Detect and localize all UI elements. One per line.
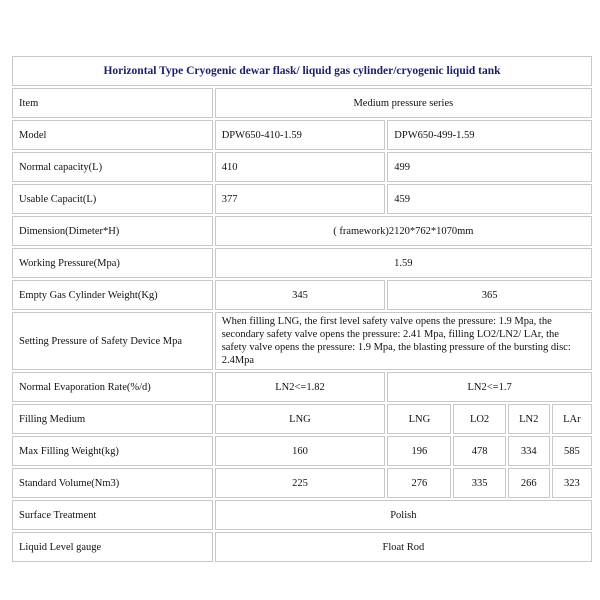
- cell-value: 323: [552, 468, 592, 498]
- row-label: Working Pressure(Mpa): [12, 248, 213, 278]
- cell-value: 345: [215, 280, 386, 310]
- table-row: [12, 184, 592, 214]
- row-label: Max Filling Weight(kg): [12, 436, 213, 466]
- table-row: [12, 532, 592, 562]
- cell-value: 334: [508, 436, 550, 466]
- cell-value: 478: [453, 436, 505, 466]
- table-row: [12, 216, 592, 246]
- cell-value: LNG: [215, 404, 386, 434]
- row-label: Standard Volume(Nm3): [12, 468, 213, 498]
- cell-value: LAr: [552, 404, 592, 434]
- row-label: Surface Treatment: [12, 500, 213, 530]
- row-label: Empty Gas Cylinder Weight(Kg): [12, 280, 213, 310]
- row-label: Dimension(Dimeter*H): [12, 216, 213, 246]
- cell-value: 377: [215, 184, 386, 214]
- table-title: Horizontal Type Cryogenic dewar flask/ liquid gas cylinder/cryogenic liquid tank: [12, 56, 592, 86]
- row-label: Model: [12, 120, 213, 150]
- cell-value: LN2: [508, 404, 550, 434]
- cell-value: DPW650-410-1.59: [215, 120, 386, 150]
- cell-value: 266: [508, 468, 550, 498]
- table-row: [12, 436, 592, 466]
- cell-value: 160: [215, 436, 386, 466]
- table-row: [12, 248, 592, 278]
- cell-value: LN2<=1.7: [387, 372, 592, 402]
- cell-value: Float Rod: [215, 532, 592, 562]
- cell-value: 1.59: [215, 248, 592, 278]
- cell-value: 459: [387, 184, 592, 214]
- row-label: Normal Evaporation Rate(%/d): [12, 372, 213, 402]
- cell-value: ( framework)2120*762*1070mm: [215, 216, 592, 246]
- row-label: Item: [12, 88, 213, 118]
- cell-value: 365: [387, 280, 592, 310]
- table-row: [12, 280, 592, 310]
- cell-value: 196: [387, 436, 451, 466]
- table-row: [12, 500, 592, 530]
- cell-value: 585: [552, 436, 592, 466]
- cell-value: 276: [387, 468, 451, 498]
- cell-value: When filling LNG, the first level safety valve opens the pressure: 1.9 Mpa, the secondary safety valve opens the pressure: 2.41 Mpa, filling LO2/LN2/ LAr, the safety valve opens the pressure: 1.9 Mpa, the blasting pressure of the bursting disc: 2.4Mpa: [215, 312, 592, 370]
- cell-value: DPW650-499-1.59: [387, 120, 592, 150]
- cell-value: 499: [387, 152, 592, 182]
- table-row: [12, 468, 592, 498]
- cell-value: LO2: [453, 404, 505, 434]
- spec-table: [10, 54, 594, 564]
- row-label: Filling Medium: [12, 404, 213, 434]
- cell-value: Medium pressure series: [215, 88, 592, 118]
- table-row: [12, 152, 592, 182]
- cell-value: 410: [215, 152, 386, 182]
- cell-value: Polish: [215, 500, 592, 530]
- row-label: Usable Capacit(L): [12, 184, 213, 214]
- table-row: [12, 404, 592, 434]
- cell-value: 335: [453, 468, 505, 498]
- cell-value: 225: [215, 468, 386, 498]
- title-row: [12, 56, 592, 86]
- cell-value: LN2<=1.82: [215, 372, 386, 402]
- row-label: Normal capacity(L): [12, 152, 213, 182]
- table-row: [12, 120, 592, 150]
- table-row: [12, 88, 592, 118]
- table-row: [12, 312, 592, 370]
- cell-value: LNG: [387, 404, 451, 434]
- row-label: Setting Pressure of Safety Device Mpa: [12, 312, 213, 370]
- row-label: Liquid Level gauge: [12, 532, 213, 562]
- table-row: [12, 372, 592, 402]
- spec-sheet: [10, 54, 594, 564]
